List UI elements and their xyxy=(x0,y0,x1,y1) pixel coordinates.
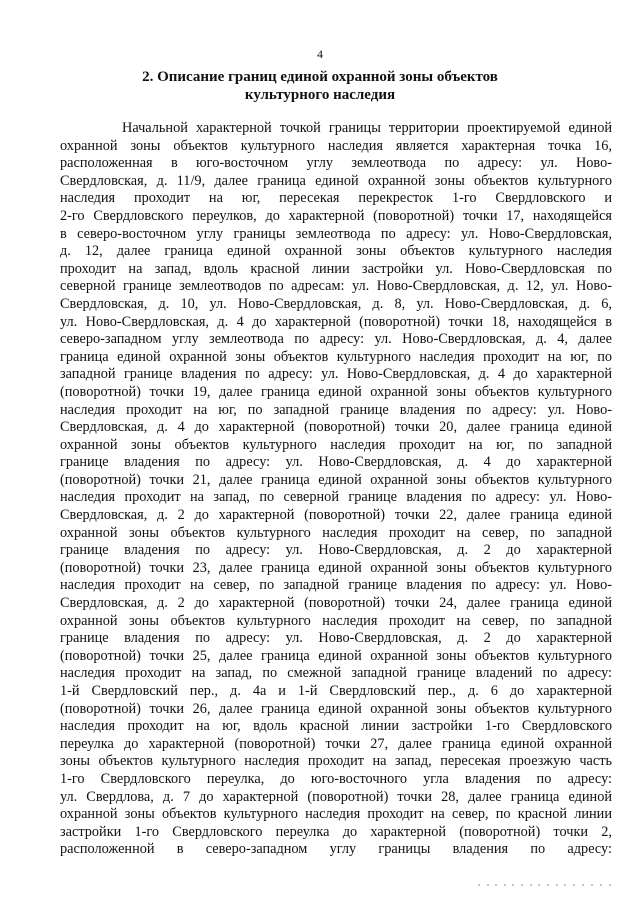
body-line: охранной зоны объектов культурного наследия проходит на север, по красной линии xyxy=(60,806,612,823)
page-number: 4 xyxy=(317,47,323,61)
body-line: западной границе владения по адресу: ул. Ново-Свердловская, д. 4 до характерной xyxy=(60,366,612,383)
body-line: д. 12, далее граница единой охранной зоны объектов культурного наследия xyxy=(60,243,612,260)
body-line: (поворотной) точки 25, далее граница единой охранной зоны объектов культурного xyxy=(60,647,612,664)
body-line: Свердловская, д. 2 до характерной (поворотной) точки 24, далее граница единой xyxy=(60,595,612,612)
body-line: (поворотной) точки 23, далее граница единой охранной зоны объектов культурного xyxy=(60,559,612,576)
body-line: Начальной характерной точкой границы территории проектируемой единой xyxy=(122,120,612,136)
body-line: (поворотной) точки 19, далее граница единой охранной зоны объектов культурного xyxy=(60,383,612,400)
body-line: охранной зоны объектов культурного наследия проходит на север, по западной xyxy=(60,524,612,541)
body-line: границе владения по адресу: ул. Ново-Свердловская, д. 4 до характерной xyxy=(60,454,612,471)
body-line: наследия проходит на север, по западной границе владения по адресу: ул. Ново- xyxy=(60,577,612,594)
body-line: Свердловская, д. 2 до характерной (поворотной) точки 22, далее граница единой xyxy=(60,507,612,524)
body-line: северной границе землеотводов по адресам: ул. Ново-Свердловская, д. 12, ул. Ново- xyxy=(60,278,612,295)
body-line: границе владения по адресу: ул. Ново-Свердловская, д. 2 до характерной xyxy=(60,630,612,647)
body-line: Свердловская, д. 11/9, далее граница единой охранной зоны объектов культурного xyxy=(60,172,612,189)
body-line: ул. Ново-Свердловская, д. 4 до характерной (поворотной) точки 18, находящейся в xyxy=(60,313,612,330)
body-line: (поворотной) точки 21, далее граница единой охранной зоны объектов культурного xyxy=(60,471,612,488)
body-line: наследия проходит на юг, по западной границе владения по адресу: ул. Ново- xyxy=(60,401,612,418)
body-line: в северо-восточном углу границы землеотвода по адресу: ул. Ново-Свердловская, xyxy=(60,225,612,242)
section-heading-line-1: 2. Описание границ единой охранной зоны объектов xyxy=(142,69,498,85)
body-line: граница единой охранной зоны объектов культурного наследия проходит на юг, по xyxy=(60,348,612,365)
body-line: ул. Свердлова, д. 7 до характерной (поворотной) точки 28, далее граница единой xyxy=(60,788,612,805)
body-line: застройки 1-го Свердловского переулка до характерной (поворотной) точки 2, xyxy=(60,823,612,840)
section-heading-line-2: культурного наследия xyxy=(244,86,396,103)
body-line: охранной зоны объектов культурного наследия является характерная точка 16, xyxy=(60,137,612,154)
body-line: Свердловская, д. 10, ул. Ново-Свердловская, д. 8, ул. Ново-Свердловская, д. 6, xyxy=(60,295,612,312)
body-line: наследия проходит на юг, пересекая перекресток 1-го Свердловского и xyxy=(60,190,612,207)
body-line: 1-го Свердловского переулка, до юго-восточного угла владения по адресу: xyxy=(60,770,612,787)
scan-artifact-dots xyxy=(478,884,618,888)
body-line: 2-го Свердловского переулков, до характерной (поворотной) точки 17, находящейся xyxy=(60,207,612,224)
body-line: охранной зоны объектов культурного наследия проходит на север, по западной xyxy=(60,612,612,629)
body-line: наследия проходит на юг, вдоль красной линии застройки 1-го Свердловского xyxy=(60,718,612,735)
body-line: расположенной в северо-западном углу границы владения по адресу: xyxy=(60,841,612,858)
body-line: (поворотной) точки 26, далее граница единой охранной зоны объектов культурного xyxy=(60,700,612,717)
body-line: наследия проходит на запад, по смежной западной границе владений по адресу: xyxy=(60,665,612,682)
body-line: границе владения по адресу: ул. Ново-Свердловская, д. 2 до характерной xyxy=(60,542,612,559)
body-line: северо-западном углу землеотвода по адресу: ул. Ново-Свердловская, д. 4, далее xyxy=(60,331,612,348)
body-line: охранной зоны объектов культурного наследия проходит на юг, по западной xyxy=(60,436,612,453)
body-line: переулка до характерной (поворотной) точки 27, далее граница единой охранной xyxy=(60,735,612,752)
body-paragraph xyxy=(60,120,612,859)
body-line: наследия проходит на запад, по северной границе владения по адресу: ул. Ново- xyxy=(60,489,612,506)
body-line: расположенная в юго-восточном углу землеотвода по адресу: ул. Ново- xyxy=(60,155,612,172)
body-line: 1-й Свердловский пер., д. 4а и 1-й Свердловский пер., д. 6 до характерной xyxy=(60,683,612,699)
body-line: Свердловская, д. 4 до характерной (поворотной) точки 20, далее граница единой xyxy=(60,419,612,436)
section-heading xyxy=(60,69,580,104)
body-line: проходит на запад, вдоль красной линии застройки ул. Ново-Свердловская по xyxy=(60,260,612,277)
body-line: зоны объектов культурного наследия проходит на запад, пересекая проезжую часть xyxy=(60,753,612,770)
